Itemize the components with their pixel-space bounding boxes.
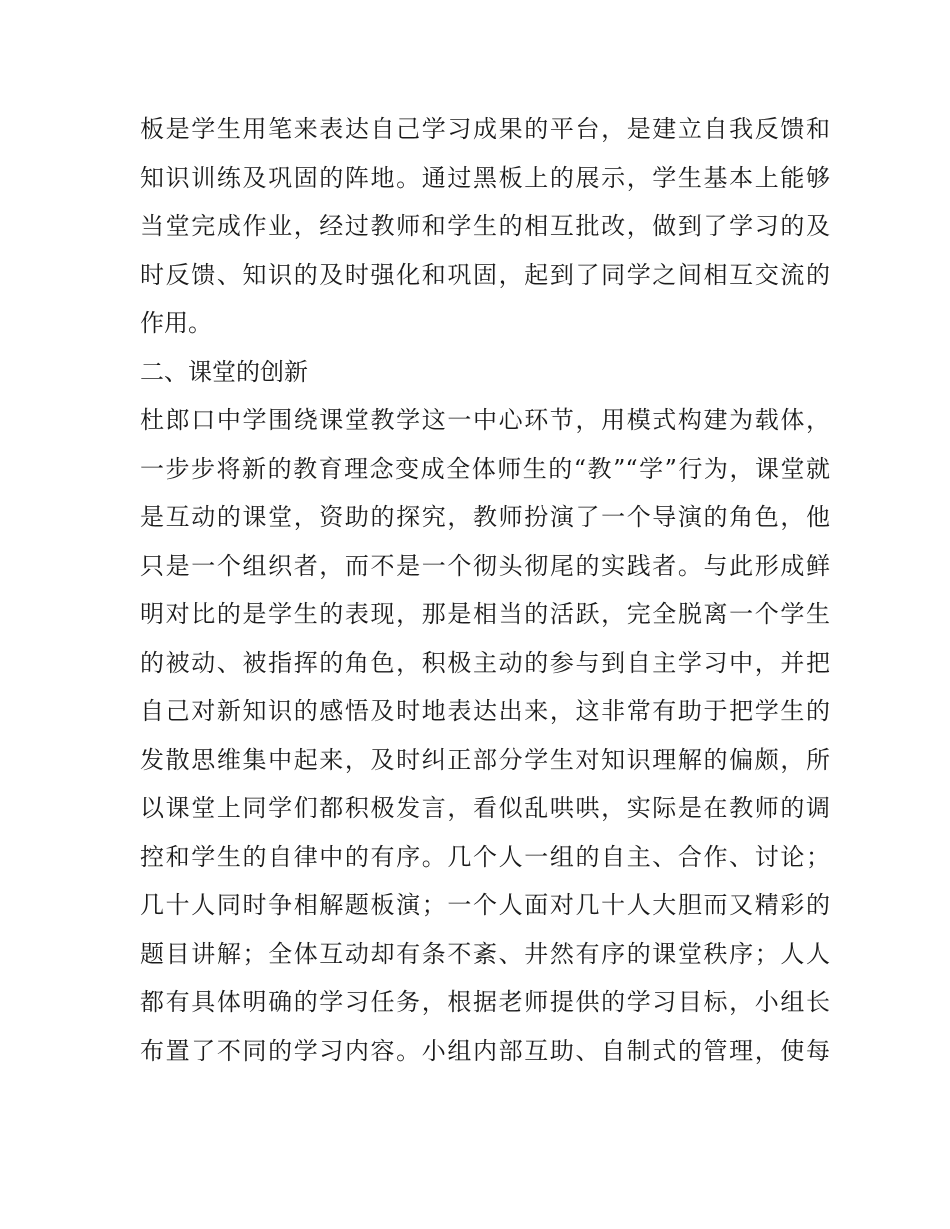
body-text: [140, 105, 830, 1075]
text-line: 一步步将新的教育理念变成全体师生的“教”“学”行为，课堂就: [140, 454, 830, 483]
text-line: 只是一个组织者，而不是一个彻头彻尾的实践者。与此形成鲜: [140, 551, 830, 580]
text-line: 发散思维集中起来，及时纠正部分学生对知识理解的偏颇，所: [140, 745, 830, 774]
text-line: 以课堂上同学们都积极发言，看似乱哄哄，实际是在教师的调: [140, 794, 830, 822]
text-line: 作用。: [140, 309, 212, 337]
text-line: 明对比的是学生的表现，那是相当的活跃，完全脱离一个学生: [140, 600, 830, 628]
section-heading: 二、课堂的创新: [140, 357, 308, 386]
text-line: 题目讲解；全体互动却有条不紊、井然有序的课堂秩序；人人: [140, 939, 830, 968]
text-line: 时反馈、知识的及时强化和巩固，起到了同学之间相互交流的: [140, 260, 830, 289]
text-line: 知识训练及巩固的阵地。通过黑板上的展示，学生基本上能够: [140, 163, 830, 192]
text-line: 控和学生的自律中的有序。几个人一组的自主、合作、讨论；: [140, 842, 830, 871]
text-line: 自己对新知识的感悟及时地表达出来，这非常有助于把学生的: [140, 697, 830, 725]
text-line: 布置了不同的学习内容。小组内部互助、自制式的管理，使每: [140, 1036, 830, 1065]
text-line: 板是学生用笔来表达自己学习成果的平台，是建立自我反馈和: [140, 115, 830, 143]
text-line: 几十人同时争相解题板演；一个人面对几十人大胆而又精彩的: [140, 891, 830, 919]
text-line: 杜郎口中学围绕课堂教学这一中心环节，用模式构建为载体，: [140, 406, 830, 434]
text-line: 的被动、被指挥的角色，积极主动的参与到自主学习中，并把: [140, 648, 830, 677]
text-line: 都有具体明确的学习任务，根据老师提供的学习目标，小组长: [140, 988, 830, 1016]
text-line: 是互动的课堂，资助的探究，教师扮演了一个导演的角色，他: [140, 503, 830, 531]
text-line: 当堂完成作业，经过教师和学生的相互批改，做到了学习的及: [140, 212, 830, 240]
